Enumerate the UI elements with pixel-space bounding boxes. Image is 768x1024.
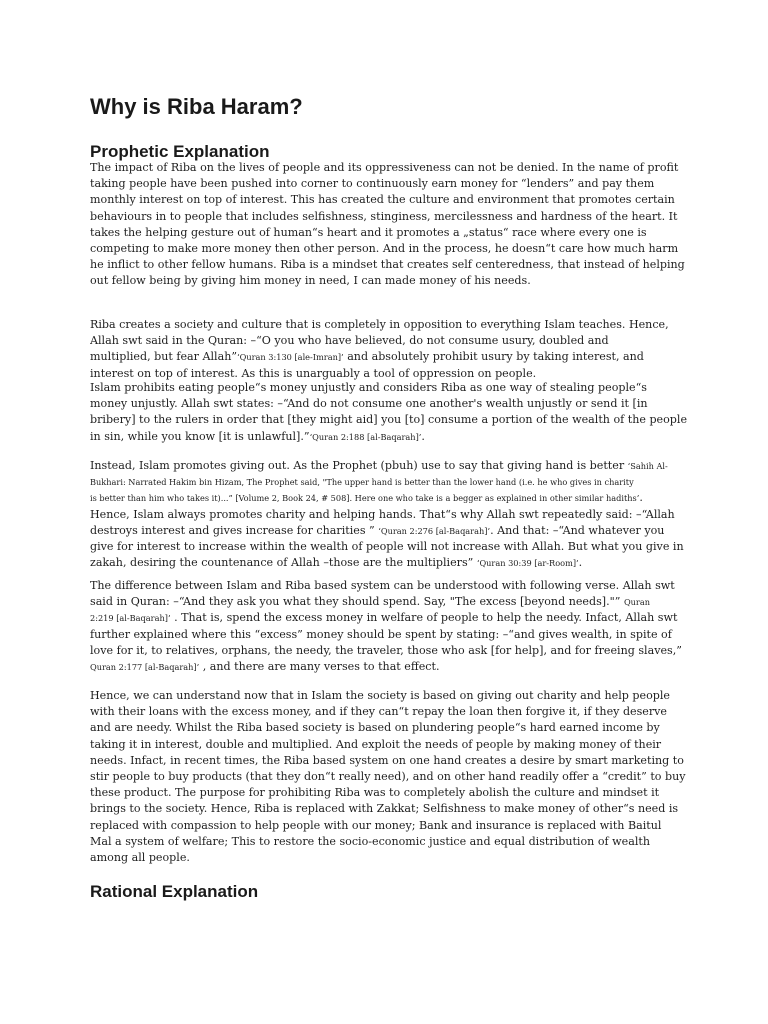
text-run: with their loans with the excess money, and if they can“t repay the loan then forgive it, if they deserve [90, 705, 667, 719]
text-line [90, 333, 690, 349]
paragraph [90, 578, 690, 675]
text-line [90, 659, 690, 675]
text-run: Allah swt said in the Quran: –“O you who have believed, do not consume usury, doubled and [90, 334, 609, 348]
citation: Quran 2:177 [al-Baqarah]’ [90, 661, 200, 672]
text-line [90, 349, 690, 365]
text-run: brings to the society. Hence, Riba is replaced with Zakkat; Selfishness to make money of other“s need is [90, 802, 679, 816]
text-run: zakah, desiring the countenance of Allah –those are the multipliers” [90, 556, 477, 570]
text-line [90, 192, 690, 208]
text-run: competing to make more money then other person. And in the process, he doesn“t care how much harm [90, 241, 679, 255]
citation: ‘Quran 30:39 [ar-Room]’ [476, 558, 579, 569]
text-run: , and there are many verses to that effect. [199, 659, 440, 673]
text-run: needs. Infact, in recent times, the Riba based system on one hand creates a desire by smart marketing to [90, 753, 684, 767]
text-run: out fellow being by giving him money in need, I can made money of his needs. [90, 274, 531, 288]
text-line [90, 273, 690, 289]
citation: ‘Quran 3:130 [ale-Imran]’ [237, 352, 344, 363]
text-run: Hence, Islam always promotes charity and helping hands. That“s why Allah swt repeatedly said: –“Allah [90, 507, 675, 521]
citation: Quran [623, 597, 650, 608]
text-line [90, 160, 690, 176]
paragraph [90, 458, 690, 571]
citation: Bukhari: Narrated Hakim bin Hizam, The Prophet said, "The upper hand is better than the lower hand (i.e. he who gives in charity [90, 477, 634, 488]
text-line [90, 688, 690, 704]
text-run: Islam prohibits eating people“s money unjustly and considers Riba as one way of stealing people“s [90, 381, 647, 394]
text-line [90, 380, 690, 396]
text-line [90, 594, 690, 610]
text-line [90, 834, 690, 850]
text-line [90, 737, 690, 753]
text-run: and absolutely prohibit usury by taking interest, and [343, 350, 644, 364]
text-line [90, 753, 690, 769]
text-run: among all people. [90, 850, 190, 864]
text-run: further explained where this “excess” money should be spent by stating: –“and gives wealth, in spite of [90, 627, 672, 641]
citation: ‘Quran 2:276 [al-Baqarah]’ [378, 525, 491, 536]
text-run: Instead, Islam promotes giving out. As the Prophet (pbuh) use to say that giving hand is better [90, 459, 628, 472]
text-line [90, 643, 690, 659]
text-run: said in Quran: –“And they ask you what they should spend. Say, "The excess [beyond needs]."” [90, 595, 624, 609]
text-run: Mal a system of welfare; This to restore the socio-economic justice and equal distribution of wealth [90, 834, 650, 848]
text-line [90, 720, 690, 736]
text-line [90, 317, 690, 333]
text-line [90, 507, 690, 523]
text-run: destroys interest and gives increase for charities ” [90, 523, 379, 537]
text-run: give for interest to increase within the wealth of people will not increase with Allah. But what you give in [90, 539, 684, 553]
text-line [90, 801, 690, 817]
text-run: The impact of Riba on the lives of people and its oppressiveness can not be denied. In the name of profit [90, 161, 679, 174]
text-run: . [421, 429, 425, 443]
text-run: takes the helping gesture out of human“s heart and it promotes a „status“ race where every one is [90, 225, 647, 239]
text-line [90, 627, 690, 643]
text-line [90, 850, 690, 866]
citation: is better than him who takes it)...” [Volume 2, Book 24, # 508]. Here one who take is a begger as explained in other similar hadiths’ [90, 493, 640, 504]
citation: 2:219 [al-Baqarah]’ [90, 613, 171, 624]
text-run: money unjustly. Allah swt states: –“And do not consume one another's wealth unjustly or send it [in [90, 397, 648, 411]
section-heading-rational: Rational Explanation [90, 882, 259, 901]
text-run: monthly interest on top of interest. This has created the culture and environment that promotes certain [90, 193, 675, 207]
paragraph [90, 160, 690, 290]
citation: ‘Quran 2:188 [al-Baqarah]’ [309, 431, 422, 442]
text-run: . That is, spend the excess money in welfare of people to help the needy. Infact, Allah swt [170, 611, 678, 625]
text-run: multiplied, but fear Allah” [90, 350, 238, 364]
text-run: stir people to buy products (that they don“t really need), and on other hand readily offer a “credit” to buy [90, 769, 686, 783]
section-heading-prophetic: Prophetic Explanation [90, 142, 270, 161]
text-run: these product. The purpose for prohibiting Riba was to completely abolish the culture and mindset it [90, 786, 660, 800]
text-line [90, 257, 690, 273]
text-run: . [639, 491, 643, 505]
text-line [90, 704, 690, 720]
text-line [90, 225, 690, 241]
text-run: The difference between Islam and Riba based system can be understood with following verse. Allah swt [90, 579, 675, 592]
text-line [90, 769, 690, 785]
paragraph [90, 688, 690, 866]
text-run: and are needy. Whilst the Riba based society is based on plundering people“s hard earned income by [90, 721, 660, 735]
text-line [90, 490, 690, 506]
text-run: bribery] to the rulers in order that [they might aid] you [to] consume a portion of the wealth of the people [90, 413, 688, 427]
text-line [90, 429, 690, 445]
text-line [90, 539, 690, 555]
citation: ‘Sahih Al- [627, 461, 668, 471]
text-line [90, 241, 690, 257]
text-run: interest on top of interest. As this is unarguably a tool of oppression on people. [90, 366, 537, 380]
text-line [90, 396, 690, 412]
text-line [90, 555, 690, 571]
text-line [90, 523, 690, 539]
text-run: replaced with compassion to help people with our money; Bank and insurance is replaced with Baitul [90, 818, 662, 832]
text-run: . And that: –“And whatever you [490, 523, 665, 537]
text-run: taking people have been pushed into corner to continuously earn money for “lenders” and pay them [90, 177, 655, 191]
document-title: Why is Riba Haram? [90, 94, 303, 119]
text-line [90, 176, 690, 192]
text-line [90, 209, 690, 225]
text-run: love for it, to relatives, orphans, the needy, the traveler, those who ask [for help], and for freeing slaves,” [90, 643, 682, 657]
text-run: . [578, 556, 583, 570]
text-run: in sin, while you know [it is unlawful].” [90, 429, 310, 443]
text-run: taking it in interest, double and multiplied. And exploit the needs of people by making money of their [90, 737, 662, 751]
text-line [90, 412, 690, 428]
text-line [90, 458, 690, 474]
text-line [90, 818, 690, 834]
paragraph [90, 317, 690, 382]
text-line [90, 474, 690, 490]
paragraph [90, 380, 690, 445]
text-run: behaviours in to people that includes selfishness, stinginess, mercilessness and hardness of the heart. It [90, 209, 678, 223]
text-line [90, 578, 690, 594]
text-run: Hence, we can understand now that in Islam the society is based on giving out charity and help people [90, 689, 670, 702]
text-run: Riba creates a society and culture that is completely in opposition to everything Islam teaches. Hence, [90, 318, 669, 331]
text-line [90, 610, 690, 626]
text-line [90, 785, 690, 801]
text-run: he inflict to other fellow humans. Riba is a mindset that creates self centeredness, that instead of helping [90, 258, 685, 272]
